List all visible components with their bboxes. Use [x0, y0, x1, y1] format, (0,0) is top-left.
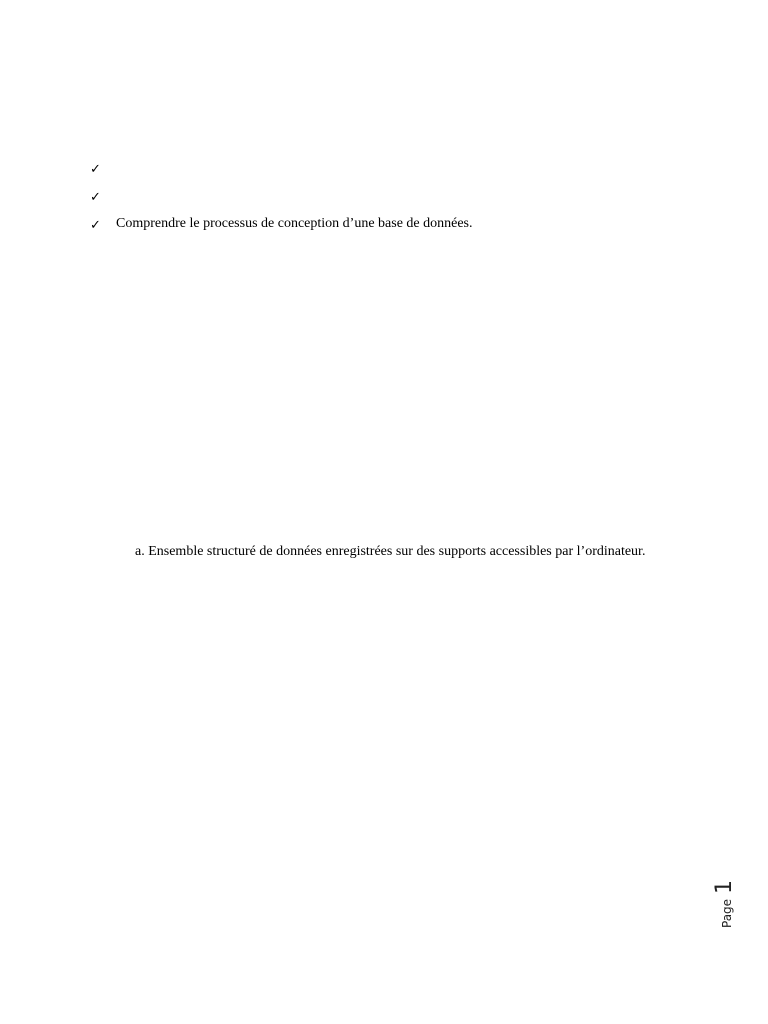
- objectives-checklist: [90, 154, 473, 238]
- answer-option-a: a. Ensemble structuré de données enregistrées sur des supports accessibles par l’ordinateur.: [135, 544, 646, 559]
- checkmark-icon: ✓: [90, 160, 101, 176]
- checklist-item: [90, 210, 473, 238]
- checklist-item: [90, 182, 473, 210]
- checklist-item: [90, 154, 473, 182]
- checklist-item-text: Comprendre le processus de conception d’une base de données.: [116, 216, 473, 231]
- checkmark-icon: ✓: [90, 188, 101, 204]
- page-label: Page: [720, 898, 734, 928]
- page-number: 1: [712, 879, 737, 894]
- checkmark-icon: ✓: [90, 216, 101, 232]
- page-number-footer: [712, 880, 737, 928]
